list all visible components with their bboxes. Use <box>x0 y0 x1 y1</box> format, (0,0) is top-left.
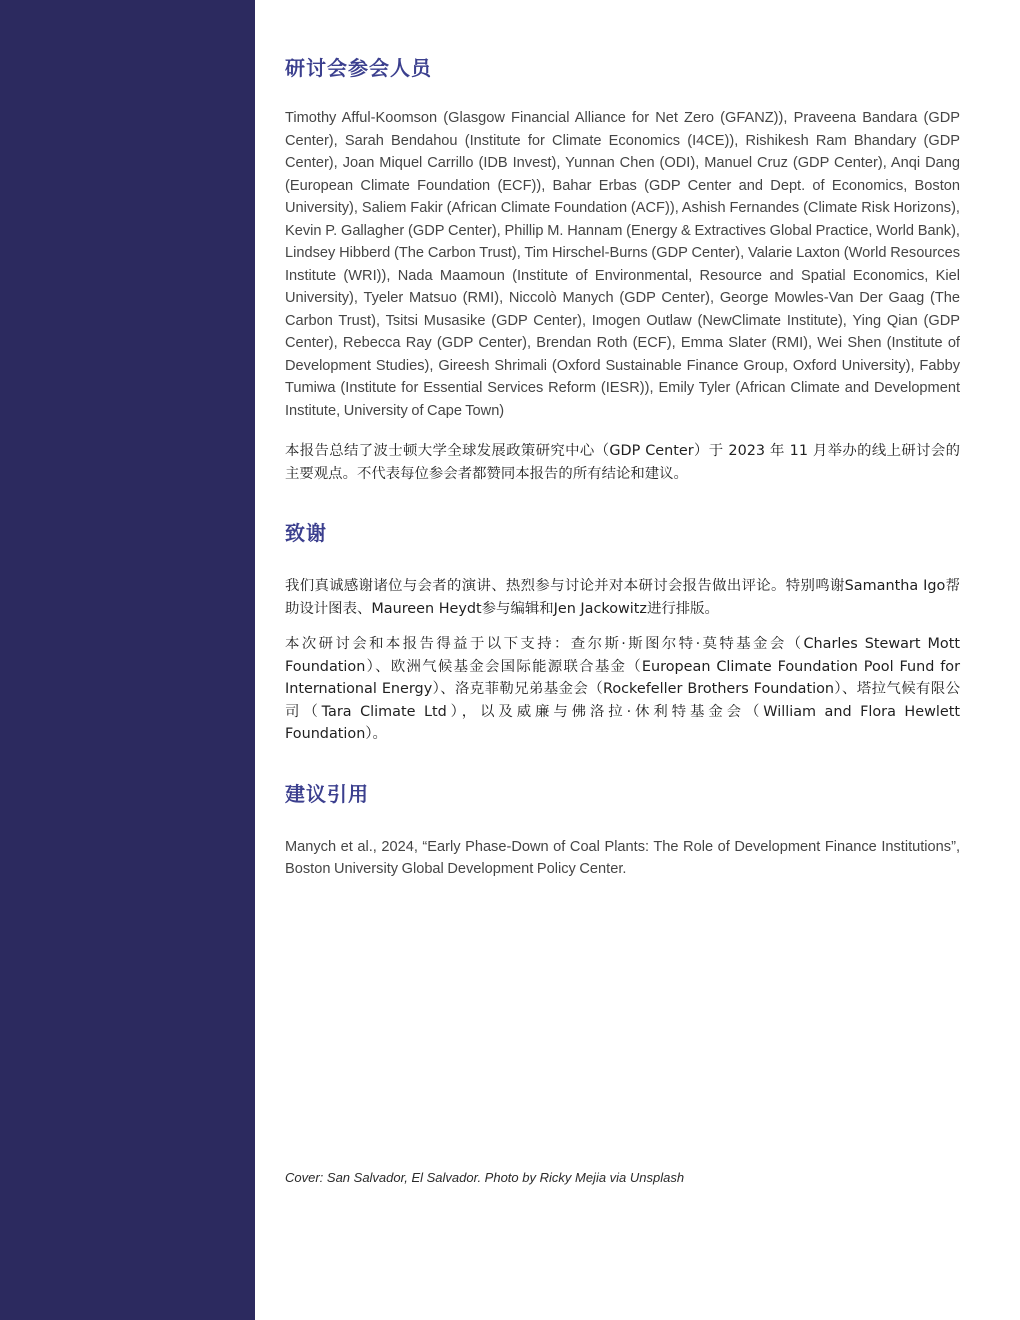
acknowledgements-paragraph-2: 本次研讨会和本报告得益于以下支持：查尔斯·斯图尔特·莫特基金会（Charles Stewart Mott Foundation）、欧洲气候基金会国际能源联合基金（European Climate Foundation Pool Fund for International Energy）、洛克菲勒兄弟基金会（Rockefeller Brothers Foundation）、塔拉气候有限公司（Tara Climate Ltd），以及威廉与佛洛拉·休利特基金会（William and Flora Hewlett Foundation）。 <box>285 636 960 742</box>
acknowledgements-heading: 致谢 <box>285 521 327 545</box>
report-summary: 本报告总结了波士顿大学全球发展政策研究中心（GDP Center）于 2023 年 11 月举办的线上研讨会的主要观点。不代表每位参会者都赞同本报告的所有结论和建议。 <box>285 443 960 482</box>
citation-text: Manych et al., 2024, “Early Phase-Down of Coal Plants: The Role of Development Finance Institutions”, Boston University Global Development Policy Center. <box>285 838 960 877</box>
acknowledgements-paragraph-1: 我们真诚感谢诸位与会者的演讲、热烈参与讨论并对本研讨会报告做出评论。特别鸣谢Samantha Igo帮助设计图表、Maureen Heydt参与编辑和Jen Jackowitz进行排版。 <box>285 578 960 617</box>
participants-heading: 研讨会参会人员 <box>285 56 432 80</box>
citation-heading: 建议引用 <box>285 781 369 806</box>
sidebar-band <box>0 0 255 1320</box>
cover-photo-caption: Cover: San Salvador, El Salvador. Photo by Ricky Mejia via Unsplash <box>285 1170 685 1185</box>
participants-list: Timothy Afful-Koomson (Glasgow Financial Alliance for Net Zero (GFANZ)), Praveena Bandara (GDP Center), Sarah Bendahou (Institute for Climate Economics (I4CE)), Rishikesh Ram Bhandary (GDP Center), Joan Miquel Carrillo (IDB Invest), Yunnan Chen (ODI), Manuel Cruz (GDP Center), Anqi Dang (European Climate Foundation (ECF)), Bahar Erbas (GDP Center and Dept. of Economics, Boston University), Saliem Fakir (African Climate Foundation (ACF)), Ashish Fernandes (Climate Risk Horizons), Kevin P. Gallagher (GDP Center), Phillip M. Hannam (Energy & Extractives Global Practice, World Bank), Lindsey Hibberd (The Carbon Trust), Tim Hirschel-Burns (GDP Center), Valarie Laxton (World Resources Institute (WRI)), Nada Maamoun (Institute of Environmental, Resource and Spatial Economics, Kiel University), Tyeler Matsuo (RMI), Niccolò Manych (GDP Center), George Mowles-Van Der Gaag (The Carbon Trust), Tsitsi Musasike (GDP Center), Imogen Outlaw (NewClimate Institute), Ying Qian (GDP Center), Rebecca Ray (GDP Center), Brendan Roth (ECF), Emma Slater (RMI), Wei Shen (Institute of Development Studies), Gireesh Shrimali (Oxford Sustainable Finance Group, Oxford University), Fabby Tumiwa (Institute for Essential Services Reform (IESR)), Emily Tyler (African Climate and Development Institute, University of Cape Town) <box>285 110 960 419</box>
page-content <box>285 52 960 881</box>
